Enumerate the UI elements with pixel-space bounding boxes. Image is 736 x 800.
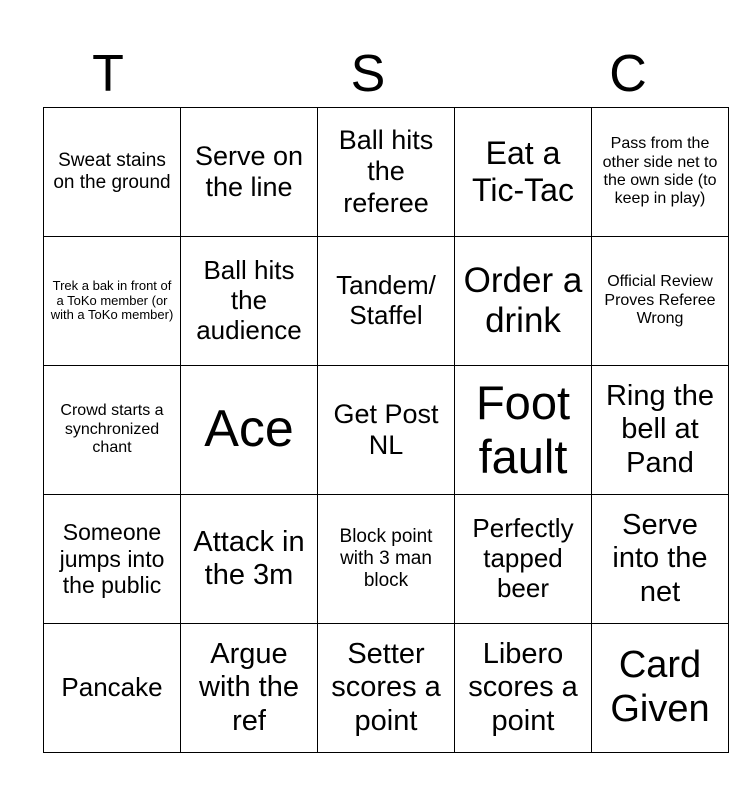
bingo-cell[interactable]: Pancake [44, 624, 181, 753]
bingo-cell[interactable]: Sweat stains on the ground [44, 108, 181, 237]
bingo-row [44, 624, 729, 753]
bingo-grid [43, 107, 729, 753]
bingo-cell[interactable]: Order a drink [455, 237, 592, 366]
bingo-row [44, 237, 729, 366]
bingo-row [44, 108, 729, 237]
bingo-cell[interactable]: Foot fault [455, 366, 592, 495]
bingo-cell[interactable]: Get Post NL [318, 366, 455, 495]
bingo-cell[interactable]: Setter scores a point [318, 624, 455, 753]
bingo-cell[interactable]: Attack in the 3m [181, 495, 318, 624]
bingo-cell[interactable]: Ball hits the referee [318, 108, 455, 237]
bingo-cell[interactable]: Tandem/ Staffel [318, 237, 455, 366]
header-letter-col-3: S [350, 45, 386, 103]
bingo-cell[interactable]: Trek a bak in front of a ToKo member (or with a ToKo member) [44, 237, 181, 366]
bingo-cell[interactable]: Block point with 3 man block [318, 495, 455, 624]
bingo-cell[interactable]: Serve on the line [181, 108, 318, 237]
bingo-cell[interactable]: Perfectly tapped beer [455, 495, 592, 624]
header-letter-col-5: C [609, 45, 647, 103]
bingo-cell[interactable]: Libero scores a point [455, 624, 592, 753]
header-letter-col-1: T [92, 45, 124, 103]
bingo-cell[interactable]: Ring the bell at Pand [592, 366, 729, 495]
header-letter-col-4 [433, 40, 563, 108]
bingo-row [44, 495, 729, 624]
bingo-row [44, 366, 729, 495]
bingo-header [43, 40, 693, 108]
bingo-cell[interactable]: Ball hits the audience [181, 237, 318, 366]
bingo-cell[interactable]: Ace [181, 366, 318, 495]
bingo-cell[interactable]: Official Review Proves Referee Wrong [592, 237, 729, 366]
bingo-cell[interactable]: Serve into the net [592, 495, 729, 624]
bingo-cell[interactable]: Pass from the other side net to the own side (to keep in play) [592, 108, 729, 237]
bingo-cell[interactable]: Someone jumps into the public [44, 495, 181, 624]
bingo-cell[interactable]: Argue with the ref [181, 624, 318, 753]
bingo-cell[interactable]: Card Given [592, 624, 729, 753]
bingo-cell[interactable]: Crowd starts a synchronized chant [44, 366, 181, 495]
bingo-cell[interactable]: Eat a Tic-Tac [455, 108, 592, 237]
header-letter-col-2 [173, 40, 303, 108]
